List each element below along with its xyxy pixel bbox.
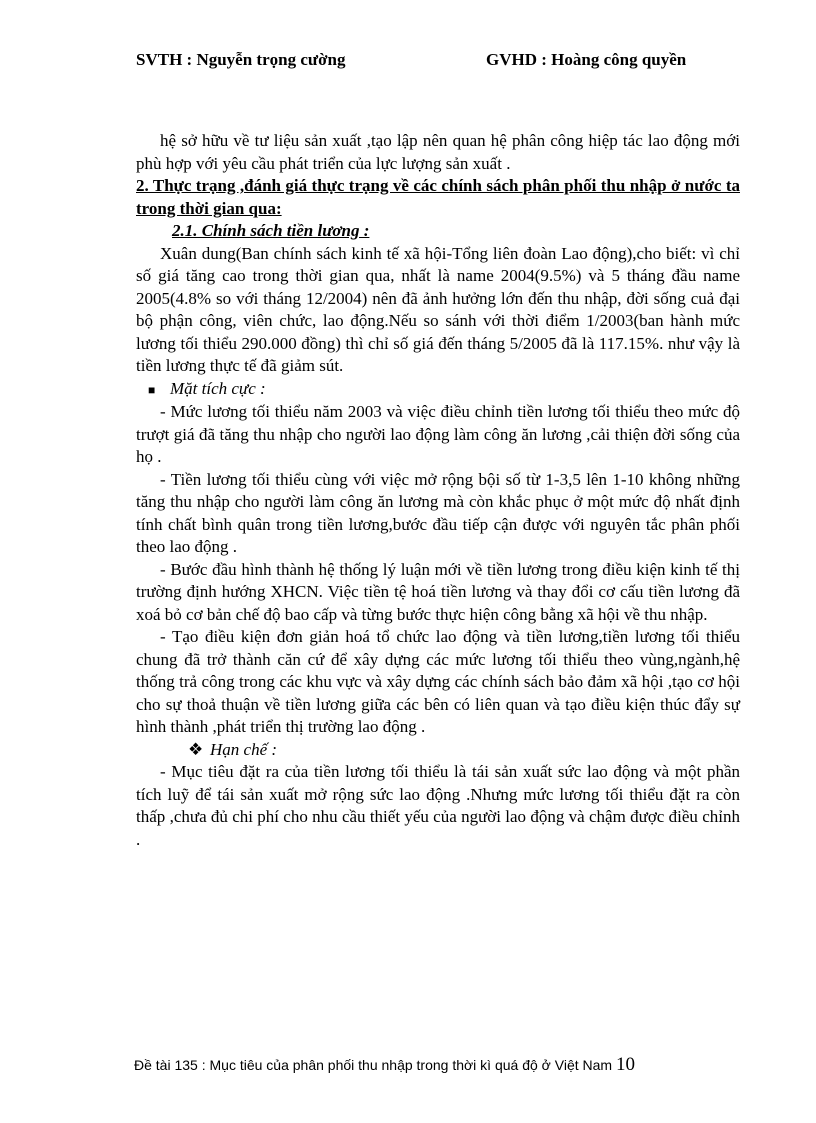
diamond-bullet-icon: ❖ <box>188 739 204 759</box>
bullet-limitation-label: Hạn chế : <box>210 739 278 759</box>
student-name: SVTH : Nguyễn trọng cường <box>136 50 346 69</box>
page-body <box>136 130 740 851</box>
square-bullet-icon: ■ <box>148 382 156 397</box>
subsection-heading: 2.1. Chính sách tiền lương : <box>172 221 370 240</box>
paragraph-context: Xuân dung(Ban chính sách kinh tế xã hội-Tổng liên đoàn Lao động),cho biết: vì chỉ số giá tăng cao trong thời gian qua, nhất là name 2004(9.5%) và 5 tháng đầu name 2005(4.8% so với tháng 12/2004) nên đã ảnh hưởng lớn đến thu nhập, đời sống cuả đại bộ phận công, viên chức, lao động.Nếu so sánh với thời điểm 1/2003(ban hành mức lương tối thiểu 290.000 đồng) thì chỉ số giá đến tháng 5/2005 đã là 117.15%. như vậy là tiền lương thực tế đã giảm sút. <box>136 243 740 375</box>
positive-item-2: - Tiền lương tối thiểu cùng với việc mở rộng bội số từ 1-3,5 lên 1-10 không những tăng thu nhập cho người làm công ăn lương mà còn khắc phục ở một mức độ nhất định tính chất bình quân trong tiền lương,bước đầu tiếp cận được với nguyên tắc phân phối theo lao động . <box>136 469 740 556</box>
bullet-limitation <box>136 739 740 762</box>
bullet-positive <box>136 378 740 402</box>
section-heading: 2. Thực trạng ,đánh giá thực trạng về các chính sách phân phối thu nhập ở nước ta trong thời gian qua: <box>136 176 740 218</box>
page-header <box>136 50 736 76</box>
positive-item-1: - Mức lương tối thiểu năm 2003 và việc điều chỉnh tiền lương tối thiểu theo mức độ trượt giá đã tăng thu nhập cho người lao động làm công ăn lương ,cải thiện đời sống của họ . <box>136 402 740 466</box>
bullet-positive-label: Mặt tích cực : <box>170 378 266 398</box>
footer-title: Đề tài 135 : Mục tiêu của phân phối thu nhập trong thời kì quá độ ở Việt Nam <box>134 1057 616 1073</box>
positive-item-4: - Tạo điều kiện đơn giản hoá tổ chức lao động và tiền lương,tiền lương tối thiểu chung đã trở thành căn cứ để xây dựng các mức lương tối thiểu theo vùng,ngành,hệ thống trả công trong các khu vực và xây dựng các chính sách bảo đảm xã hội ,tạo cơ hội cho sự thoả thuận về tiền lương giữa các bên có liên quan và tạo điều kiện thúc đẩy sự hình thành ,phát triển thị trường lao động . <box>136 627 740 736</box>
intro-paragraph: hệ sở hữu về tư liệu sản xuất ,tạo lập nên quan hệ phân công hiệp tác lao động mới phù hợp với yêu cầu phát triển của lực lượng sản xuất . <box>136 131 740 173</box>
advisor-name: GVHD : Hoàng công quyền <box>486 50 687 69</box>
page-number: 10 <box>615 1054 635 1075</box>
limitation-item-1: - Mục tiêu đặt ra của tiền lương tối thiểu là tái sản xuất sức lao động và một phần tích luỹ để tái sản xuất mở rộng sức lao động .Nhưng mức lương tối thiểu đặt ra còn thấp ,chưa đủ chi phí cho nhu cầu thiết yếu của người lao động và chậm được điều chỉnh . <box>136 762 740 849</box>
page-footer <box>134 1054 744 1076</box>
positive-item-3: - Bước đầu hình thành hệ thống lý luận mới về tiền lương trong điều kiện kinh tế thị trường định hướng XHCN. Việc tiền tệ hoá tiền lương và thay đổi cơ cấu tiền lương đã xoá bỏ cơ bản chế độ bao cấp và từng bước thực hiện công bằng xã hội về thu nhập. <box>136 559 740 624</box>
